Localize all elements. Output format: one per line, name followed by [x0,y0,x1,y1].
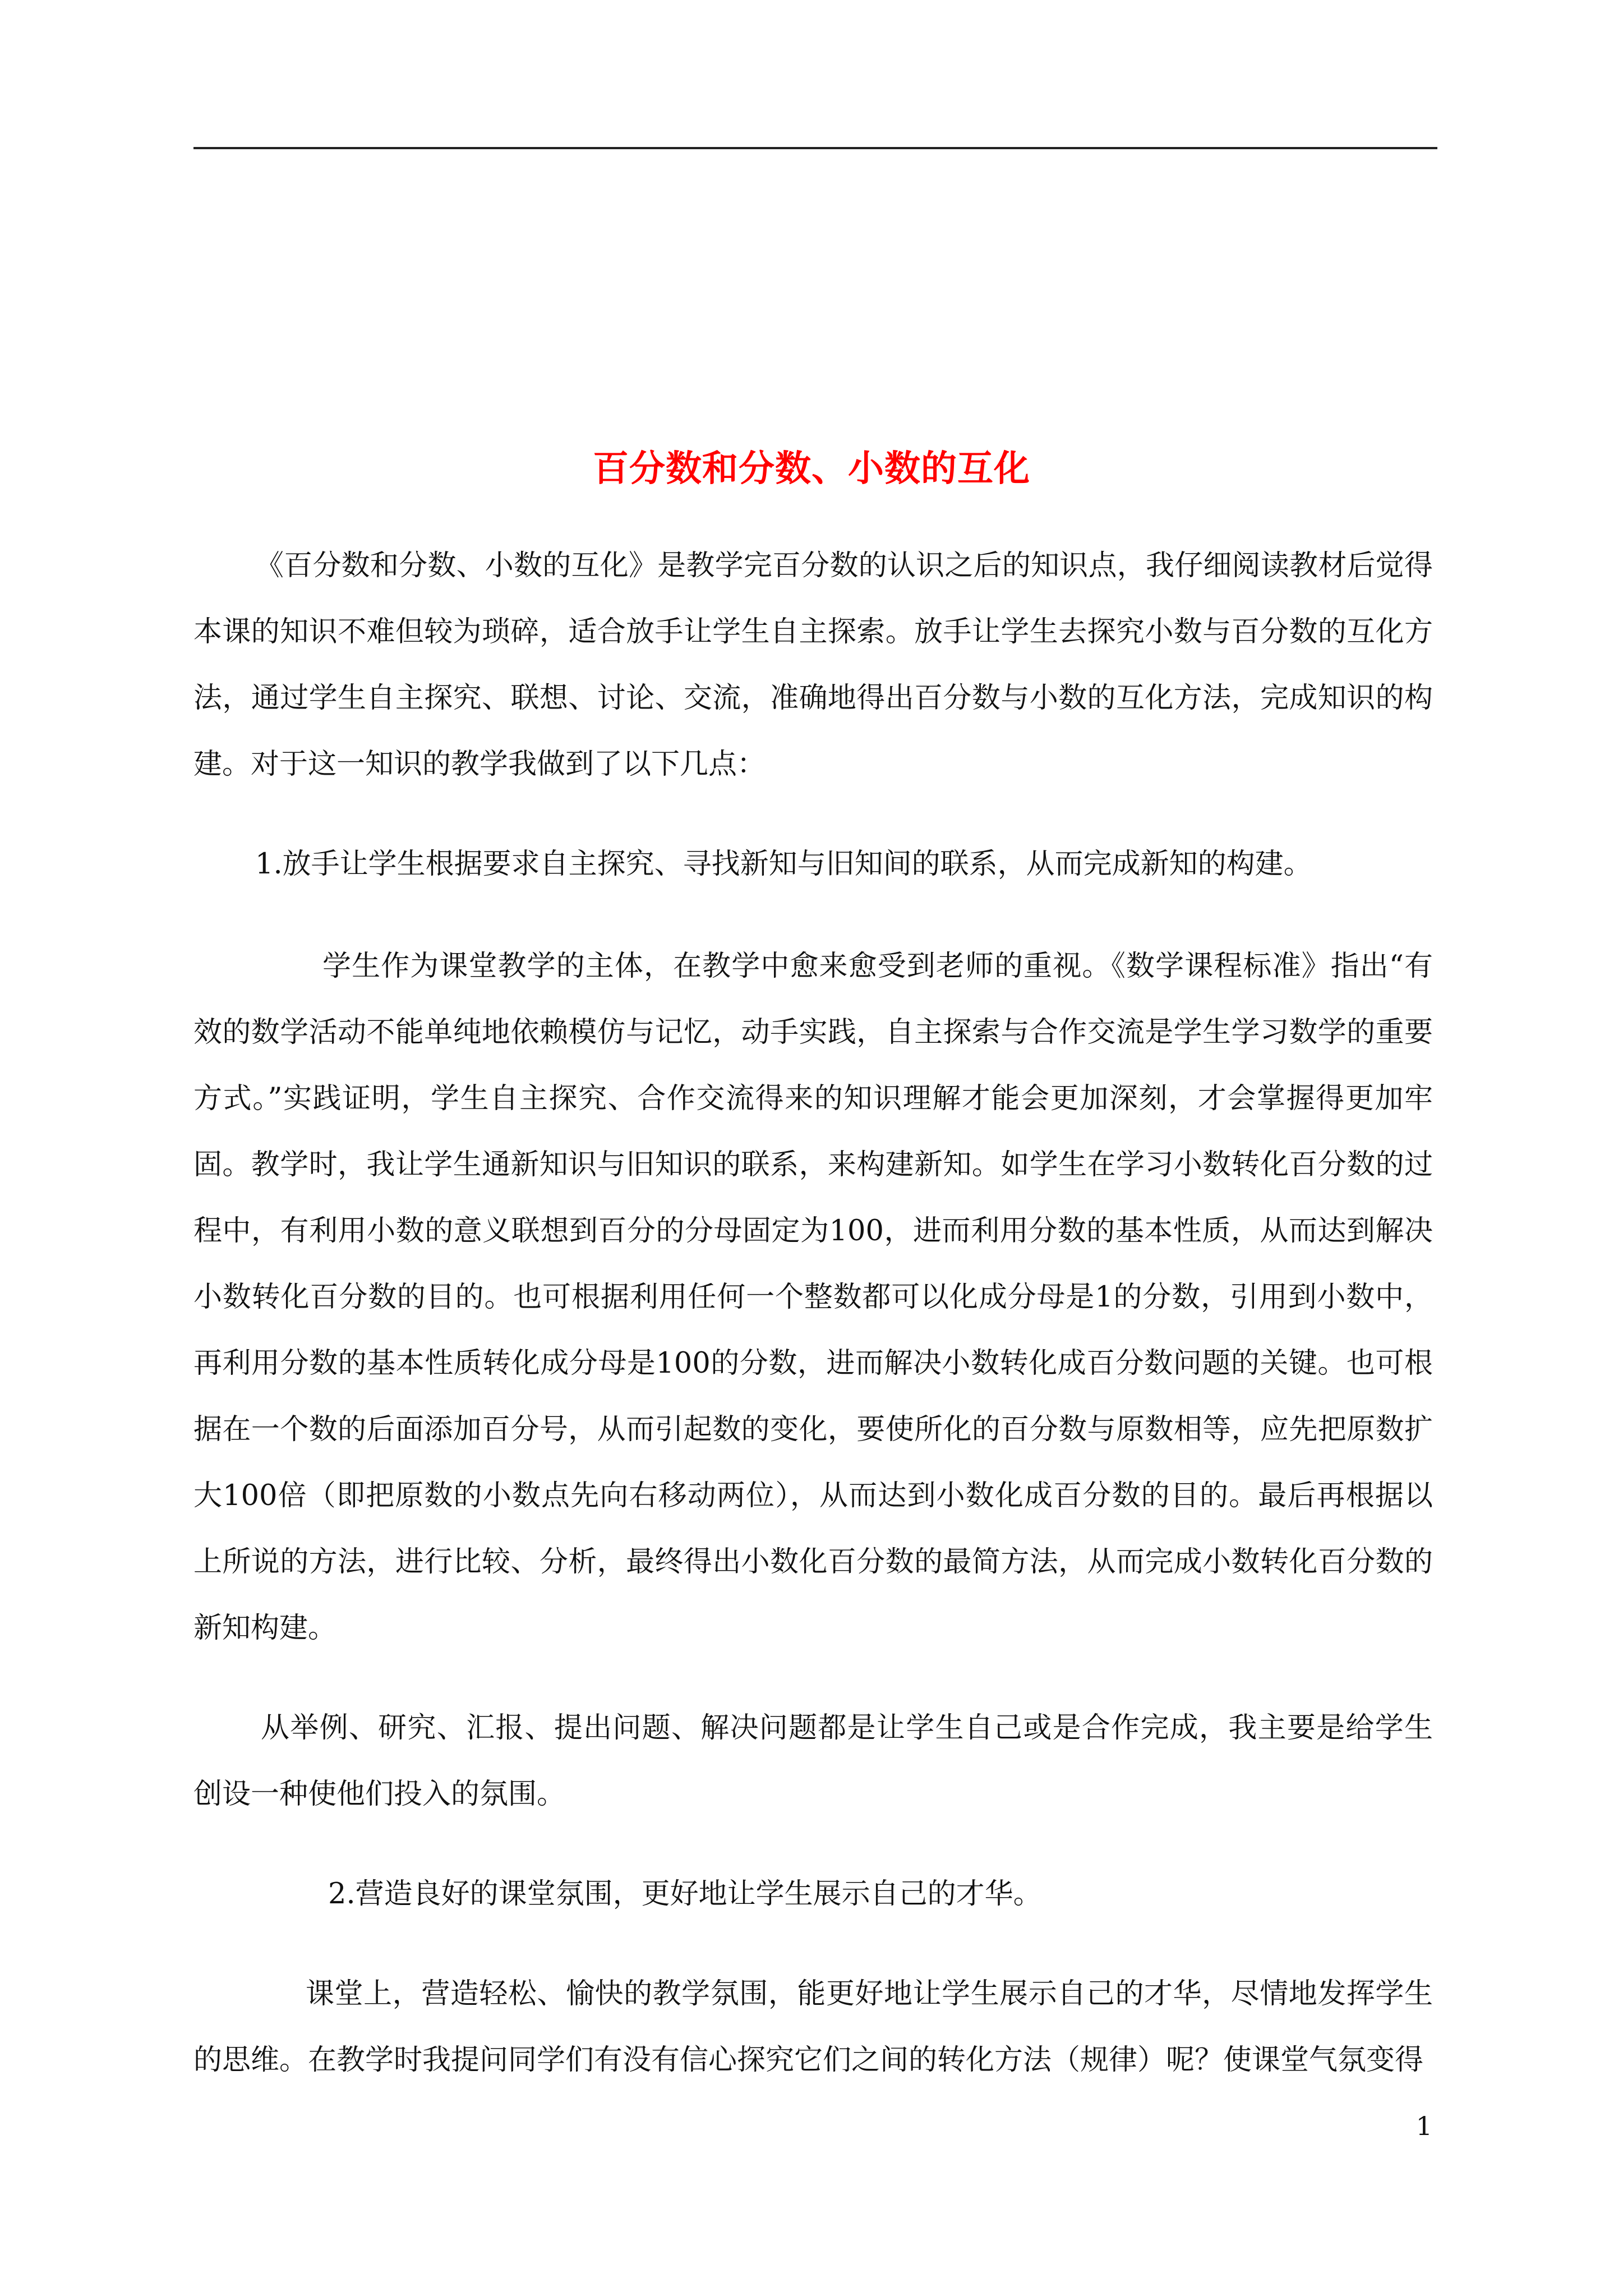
paragraph-point-2-heading: 2.营造良好的课堂氛围，更好地让学生展示自己的才华。 [328,1878,1042,1911]
document-title: 百分数和分数、小数的互化 [593,447,1030,490]
paragraph-point-1-body: 学生作为课堂教学的主体，在教学中愈来愈受到老师的重视。《数学课程标准》指出“有效的数学活动不能单纯地依赖模仿与记忆，动手实践，自主探索与合作交流是学生学习数学的重要方式。”实践证明，学生自主探究、合作交流得来的知识理解才能会更加深刻，才会掌握得更加牢固。教学时，我让学生通新知识与旧知识的联系，来构建新知。如学生在学习小数转化百分数的过程中，有利用小数的意义联想到百分的分母固定为100，进而利用分数的基本性质，从而达到解决小数转化百分数的目的。也可根据利用任何一个整数都可以化成分母是1的分数，引用到小数中，再利用分数的基本性质转化成分母是100的分数，进而解决小数转化成百分数问题的关键。也可根据在一个数的后面添加百分号，从而引起数的变化，要使所化的百分数与原数相等，应先把原数扩大100倍（即把原数的小数点先向右移动两位），从而达到小数化成百分数的目的。最后再根据以上所说的方法，进行比较、分析，最终得出小数化百分数的最简方法，从而完成小数转化百分数的新知构建。 [193,950,1433,1645]
paragraph-point-2-body: 课堂上，营造轻松、愉快的教学氛围，能更好地让学生展示自己的才华，尽情地发挥学生的思维。在教学时我提问同学们有没有信心探究它们之间的转化方法（规律）呢？使课堂气氛变得 [193,1977,1433,2077]
paragraph-point-1-heading: 1.放手让学生根据要求自主探究、寻找新知与旧知间的联系，从而完成新知的构建。 [255,848,1312,881]
document-body [193,533,1433,2093]
page-number: 1 [1415,2111,1432,2141]
paragraph-point-1-summary: 从举例、研究、汇报、提出问题、解决问题都是让学生自己或是合作完成，我主要是给学生创设一种使他们投入的氛围。 [193,1711,1433,1811]
paragraph-intro: 《百分数和分数、小数的互化》是教学完百分数的认识之后的知识点，我仔细阅读教材后觉得本课的知识不难但较为琐碎，适合放手让学生自主探索。放手让学生去探究小数与百分数的互化方法，通过学生自主探究、联想、讨论、交流，准确地得出百分数与小数的互化方法，完成知识的构建。对于这一知识的教学我做到了以下几点： [193,549,1433,781]
header-rule [193,147,1437,149]
